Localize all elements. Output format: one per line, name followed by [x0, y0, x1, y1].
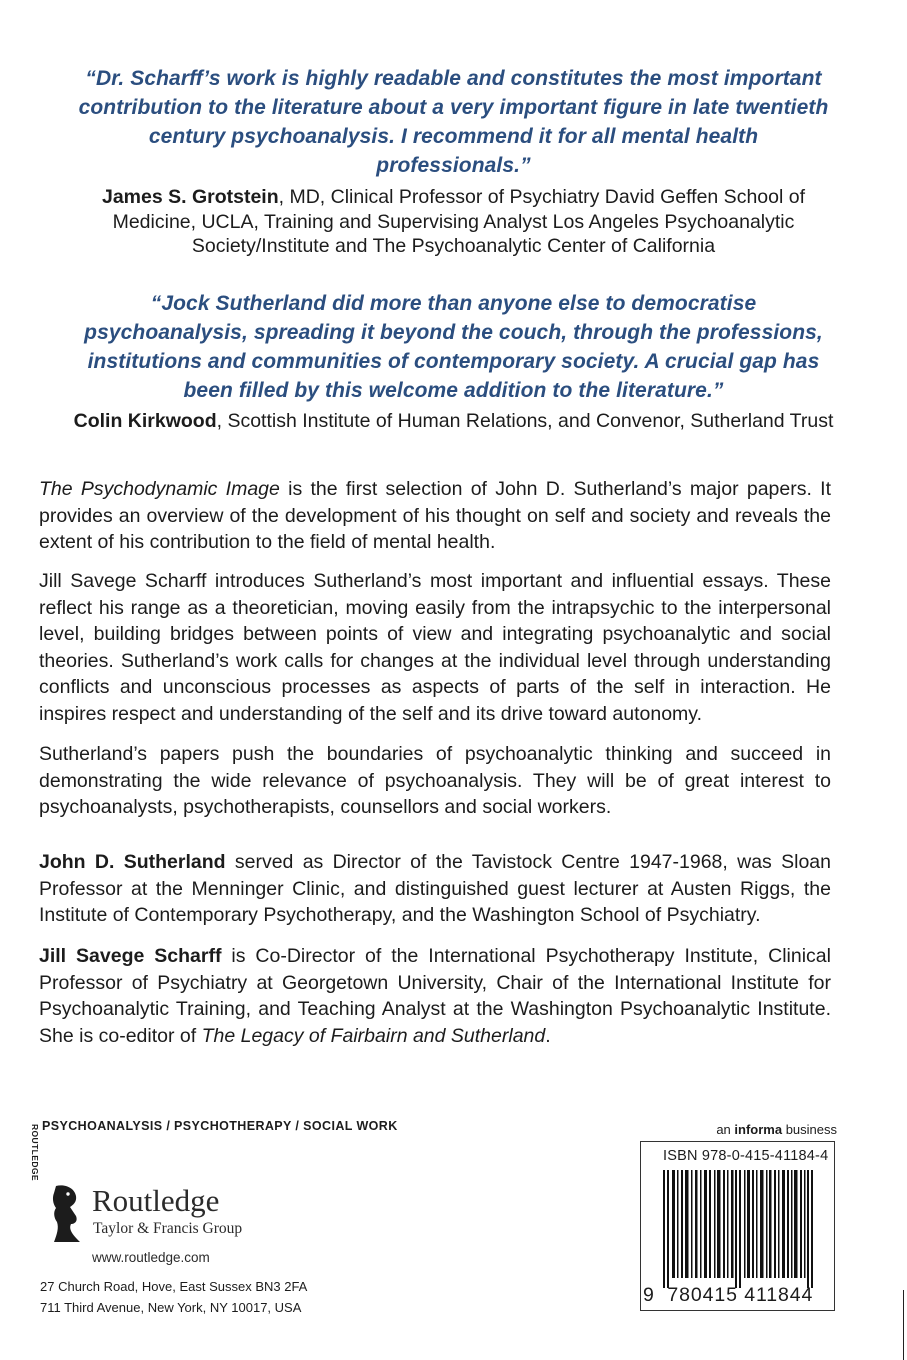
publisher-website[interactable]: www.routledge.com	[92, 1250, 210, 1265]
book-title: The Legacy of Fairbairn and Sutherland	[201, 1024, 546, 1047]
description-text: is the first selection of John D. Sutherland’s major papers. It provides an overview of the development of his thought on self and society and reveals the extent of his contribution to the field of mental health.	[39, 478, 831, 554]
ean-first-digit: 9	[643, 1284, 655, 1306]
attribution-grotstein	[30, 185, 877, 259]
quote-line: been filled by this welcome addition to the literature.”	[183, 379, 724, 402]
informa-pre: an	[716, 1122, 735, 1137]
bio-text: is Co-Director of the International Psychotherapy Institute, Clinical Professor of Psychiatry at Georgetown University, Chair of the International Institute for Psychoanalytic Training, and Teaching Analyst at the Washington Psychoanalytic Institute. She is co-editor of	[39, 945, 831, 1047]
description-paragraph-2: Jill Savege Scharff introduces Sutherland’s most important and influential essays. These reflect his range as a theoretician, moving easily from the intrapsychic to the interpersonal level, building bridges between points of view and integrating psychoanalytic and social theories. Sutherland’s work calls for changes at the individual level through understanding conflicts and unconscious processes as aspects of parts of the self in interaction. He inspires respect and understanding of the self and its drive toward autonomy.	[39, 570, 831, 725]
attribution-credentials: Medicine, UCLA, Training and Supervising Analyst Los Angeles Psychoanalytic	[112, 210, 795, 233]
publisher-address-us: 711 Third Avenue, New York, NY 10017, USA	[40, 1300, 302, 1315]
attribution-credentials: Society/Institute and The Psychoanalytic Center of California	[191, 235, 716, 257]
quote-line: contribution to the literature about a very important figure in late twentieth	[78, 96, 829, 119]
quote-line: psychoanalysis, spreading it beyond the couch, through the professions,	[84, 321, 823, 344]
bio-scharff	[39, 943, 831, 1049]
quote-line: “Jock Sutherland did more than anyone else to democratise	[150, 292, 757, 315]
ean-digits	[643, 1284, 833, 1307]
informa-brand: informa	[734, 1122, 783, 1137]
quote-kirkwood	[30, 289, 877, 405]
quote-line: professionals.”	[376, 154, 531, 177]
book-title: The Psychodynamic Image	[39, 478, 280, 500]
quote-line: “Dr. Scharff’s work is highly readable and constitutes the most important	[85, 67, 822, 90]
bio-sutherland	[39, 849, 831, 929]
trim-mark	[902, 1290, 905, 1360]
publisher-address-uk: 27 Church Road, Hove, East Sussex BN3 2FA	[40, 1279, 308, 1294]
routledge-logo	[30, 1124, 280, 1246]
attribution-author: James S. Grotstein	[101, 186, 279, 208]
routledge-vertical-wordmark: ROUTLEDGE	[30, 1124, 40, 1181]
attribution-credentials: , MD, Clinical Professor of Psychiatry David Geffen School of	[278, 186, 805, 208]
publisher-name: Routledge	[92, 1183, 220, 1218]
barcode-icon	[659, 1170, 819, 1288]
barcode-panel	[640, 1141, 835, 1311]
attribution-author: Colin Kirkwood	[73, 410, 217, 432]
isbn-label: ISBN 978-0-415-41184-4	[663, 1148, 829, 1164]
subject-categories: PSYCHOANALYSIS / PSYCHOTHERAPY / SOCIAL WORK	[42, 1119, 398, 1133]
bio-name: John D. Sutherland	[39, 851, 226, 873]
ean-right-group: 411844	[744, 1284, 814, 1306]
quote-grotstein	[30, 64, 877, 180]
bio-text: .	[545, 1024, 551, 1047]
informa-post: business	[782, 1122, 837, 1137]
attribution-kirkwood	[30, 409, 877, 434]
ean-left-group: 780415	[667, 1284, 738, 1306]
routledge-knight-icon	[30, 1124, 90, 1246]
informa-tagline	[640, 1122, 837, 1137]
publisher-group: Taylor & Francis Group	[93, 1220, 243, 1237]
attribution-credentials: , Scottish Institute of Human Relations, and Convenor, Sutherland Trust	[216, 410, 834, 432]
quote-line: century psychoanalysis. I recommend it for all mental health	[148, 125, 759, 148]
bio-name: Jill Savege Scharff	[39, 945, 222, 967]
bio-text: served as Director of the Tavistock Centre 1947-1968, was Sloan Professor at the Menninger Clinic, and distinguished guest lecturer at Austen Riggs, the Institute of Contemporary Psychotherapy, and the Washington School of Psychiatry.	[39, 851, 831, 927]
quote-line: institutions and communities of contemporary society. A crucial gap has	[87, 350, 820, 373]
description-paragraph-1	[39, 476, 831, 556]
description-paragraph-3: Sutherland’s papers push the boundaries of psychoanalytic thinking and succeed in demonstrating the wide relevance of psychoanalysis. They will be of great interest to psychoanalysts, psychotherapists, counsellors and social workers.	[39, 743, 831, 819]
